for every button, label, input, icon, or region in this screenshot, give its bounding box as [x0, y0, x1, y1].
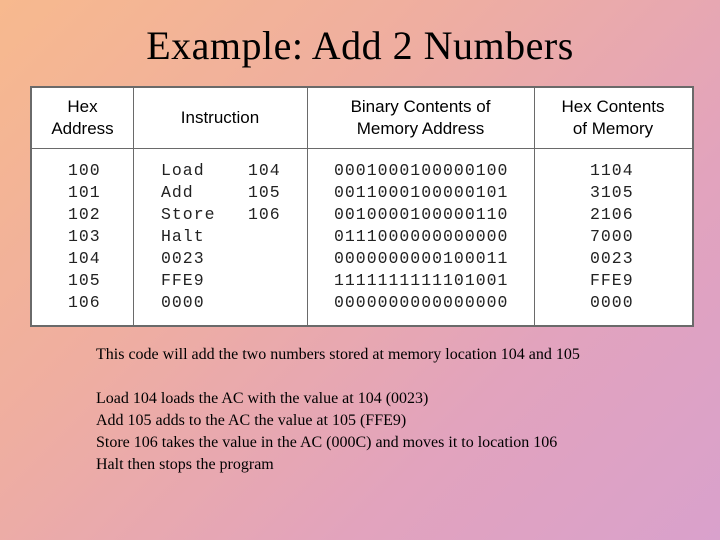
binary-column	[334, 160, 508, 314]
table-cell-hex: 2106	[590, 205, 634, 224]
table-cell-op: FFE9	[161, 271, 205, 290]
table-cell-binary: 0010000100000110	[334, 205, 509, 224]
header-binary	[307, 88, 534, 148]
address-column	[68, 160, 101, 314]
table-cell-address: 106	[68, 293, 101, 312]
header-instruction	[133, 88, 307, 148]
table-cell-op: Load	[161, 161, 205, 180]
table-cell-address: 103	[68, 227, 101, 246]
table-cell-op: 0023	[161, 249, 205, 268]
header-binary-line1: Binary Contents of	[350, 97, 491, 116]
table-cell-address: 101	[68, 183, 101, 202]
table-cell-hex: 0000	[590, 293, 634, 312]
table-cell-operand: 104	[248, 161, 281, 180]
header-hex-contents	[534, 88, 692, 148]
table-cell-binary: 0000000000000000	[334, 293, 509, 312]
table-cell-hex: 7000	[590, 227, 634, 246]
table-cell-hex: 3105	[590, 183, 634, 202]
description-line: Store 106 takes the value in the AC (000C) and moves it to location 106	[96, 434, 558, 451]
slide-title: Example: Add 2 Numbers	[146, 23, 574, 68]
header-hex-address-line1: Hex	[67, 97, 98, 116]
description-line: Halt then stops the program	[96, 456, 274, 473]
table-cell-op: Add	[161, 183, 194, 202]
table-cell-binary: 0011000100000101	[334, 183, 509, 202]
header-hex-contents-line1: Hex Contents	[561, 97, 665, 116]
table-cell-binary: 0111000000000000	[334, 227, 509, 246]
table-cell-binary: 0000000000100011	[334, 249, 509, 268]
table-cell-address: 100	[68, 161, 101, 180]
table-cell-address: 102	[68, 205, 101, 224]
table-cell-address: 104	[68, 249, 101, 268]
table-cell-hex: FFE9	[590, 271, 634, 290]
header-binary-line2: Memory Address	[356, 119, 485, 138]
table-cell-operand: 105	[248, 183, 281, 202]
header-instruction-line1: Instruction	[180, 108, 260, 127]
header-hex-address-line2: Address	[51, 119, 114, 138]
table-cell-hex: 0023	[590, 249, 634, 268]
table-cell-op: Halt	[161, 227, 205, 246]
header-hex-address	[32, 88, 133, 148]
description-line: Add 105 adds to the AC the value at 105 (FFE9)	[96, 412, 407, 429]
hex-contents-column	[590, 160, 634, 314]
memory-table	[30, 86, 694, 327]
description-line: Load 104 loads the AC with the value at 104 (0023)	[96, 390, 429, 407]
instruction-operand-column	[248, 160, 281, 226]
table-cell-binary: 0001000100000100	[334, 161, 509, 180]
table-cell-binary: 1111111111101001	[334, 271, 509, 290]
table-cell-address: 105	[68, 271, 101, 290]
header-divider	[32, 148, 692, 149]
header-hex-contents-line2: of Memory	[572, 119, 654, 138]
table-cell-hex: 1104	[590, 161, 634, 180]
description-intro: This code will add the two numbers stored at memory location 104 and 105	[96, 346, 580, 363]
table-cell-op: Store	[161, 205, 216, 224]
table-cell-op: 0000	[161, 293, 205, 312]
instruction-op-column	[161, 160, 216, 314]
table-cell-operand: 106	[248, 205, 281, 224]
